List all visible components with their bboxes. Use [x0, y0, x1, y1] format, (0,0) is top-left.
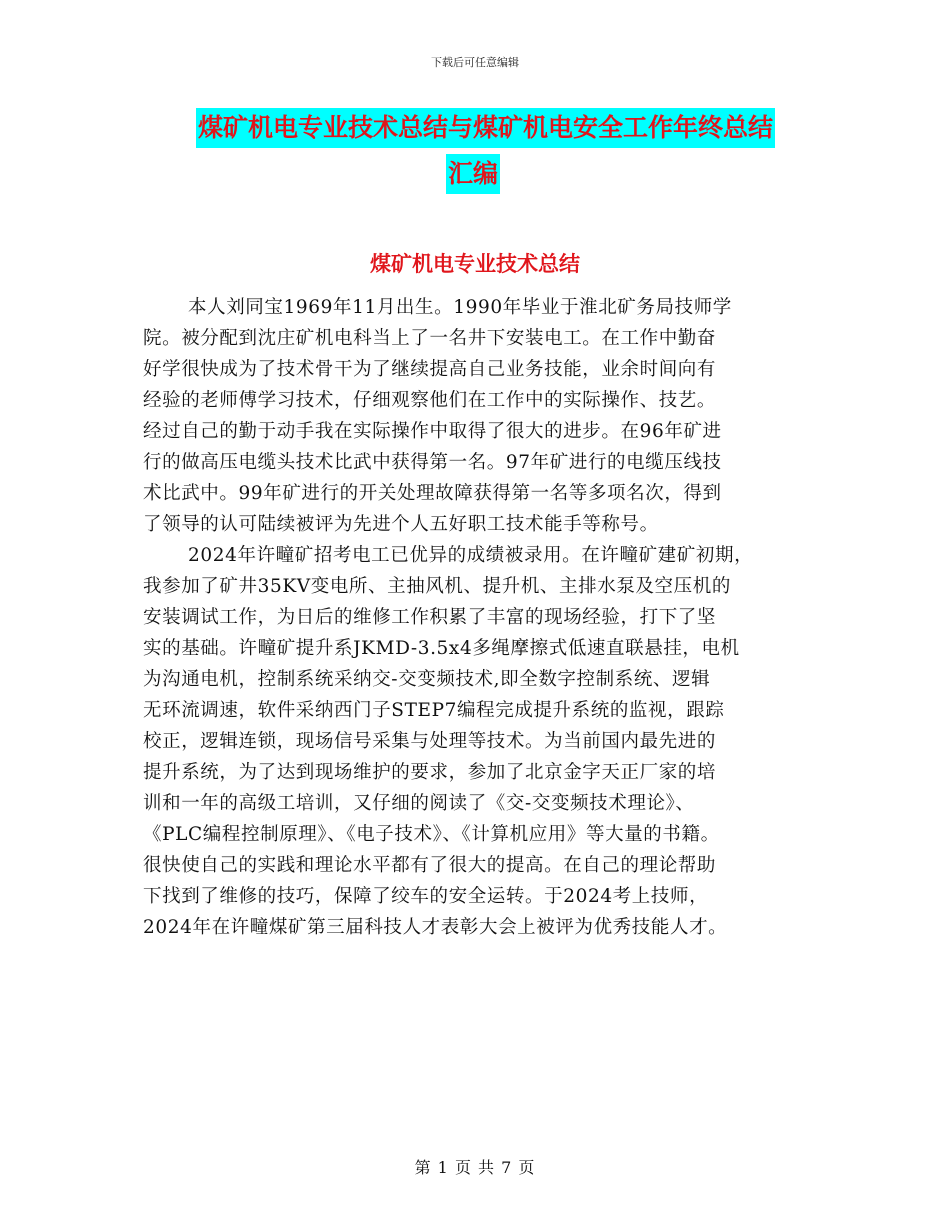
paragraph-1-line: 了领导的认可陆续被评为先进个人五好职工技术能手等称号。 [143, 514, 659, 535]
paragraph-2-line: 2024年许疃矿招考电工已优异的成绩被录用。在许疃矿建矿初期， [188, 545, 754, 566]
paragraph-2-line: 安装调试工作，为日后的维修工作积累了丰富的现场经验，打下了坚 [143, 607, 717, 628]
paragraph-2-line: 校正，逻辑连锁，现场信号采集与处理等技术。为当前国内最先进的 [143, 731, 717, 752]
paragraph-2-line: 为沟通电机，控制系统采纳交-交变频技术,即全数字控制系统、逻辑 [143, 669, 711, 690]
paragraph-2-line: 提升系统，为了达到现场维护的要求，参加了北京金字天正厂家的培 [143, 762, 717, 783]
paragraph-2-line: 训和一年的高级工培训，又仔细的阅读了《交-交变频技术理论》、 [143, 793, 695, 814]
paragraph-2-line: 无环流调速，软件采纳西门子STEP7编程完成提升系统的监视，跟踪 [143, 700, 725, 721]
paragraph-1-line: 院。被分配到沈庄矿机电科当上了一名井下安装电工。在工作中勤奋 [143, 328, 717, 349]
title-line-1: 煤矿机电专业技术总结与煤矿机电安全工作年终总结 [196, 108, 775, 148]
paragraph-2-line: 《PLC编程控制原理》、《电子技术》、《计算机应用》等大量的书籍。 [143, 824, 720, 845]
paragraph-2-line: 下找到了维修的技巧，保障了绞车的安全运转。于2024考上技师， [143, 886, 709, 907]
paragraph-1-line: 术比武中。99年矿进行的开关处理故障获得第一名等多项名次，得到 [143, 483, 722, 504]
paragraph-2-line: 实的基础。许疃矿提升系JKMD-3.5x4多绳摩擦式低速直联悬挂，电机 [143, 638, 740, 659]
page-number: 第 1 页 共 7 页 [414, 1158, 536, 1177]
paragraph-2-line: 我参加了矿井35KV变电所、主抽风机、提升机、主排水泵及空压机的 [143, 576, 731, 597]
section-heading: 煤矿机电专业技术总结 [370, 252, 580, 276]
paragraph-2-line: 2024年在许疃煤矿第三届科技人才表彰大会上被评为优秀技能人才。 [143, 917, 728, 938]
title-line-2: 汇编 [446, 154, 500, 194]
paragraph-1-line: 经验的老师傅学习技术，仔细观察他们在工作中的实际操作、技艺。 [143, 390, 717, 411]
page-header-note: 下载后可任意编辑 [431, 56, 519, 69]
paragraph-1-line: 好学很快成为了技术骨干为了继续提高自己业务技能，业余时间向有 [143, 359, 717, 380]
paragraph-2-line: 很快使自己的实践和理论水平都有了很大的提高。在自己的理论帮助 [143, 855, 717, 876]
paragraph-1-line: 经过自己的勤于动手我在实际操作中取得了很大的进步。在96年矿进 [143, 421, 722, 442]
body-text [143, 292, 833, 943]
paragraph-1-line: 本人刘同宝1969年11月出生。1990年毕业于淮北矿务局技师学 [188, 297, 732, 318]
paragraph-1-line: 行的做高压电缆头技术比武中获得第一名。97年矿进行的电缆压线技 [143, 452, 722, 473]
